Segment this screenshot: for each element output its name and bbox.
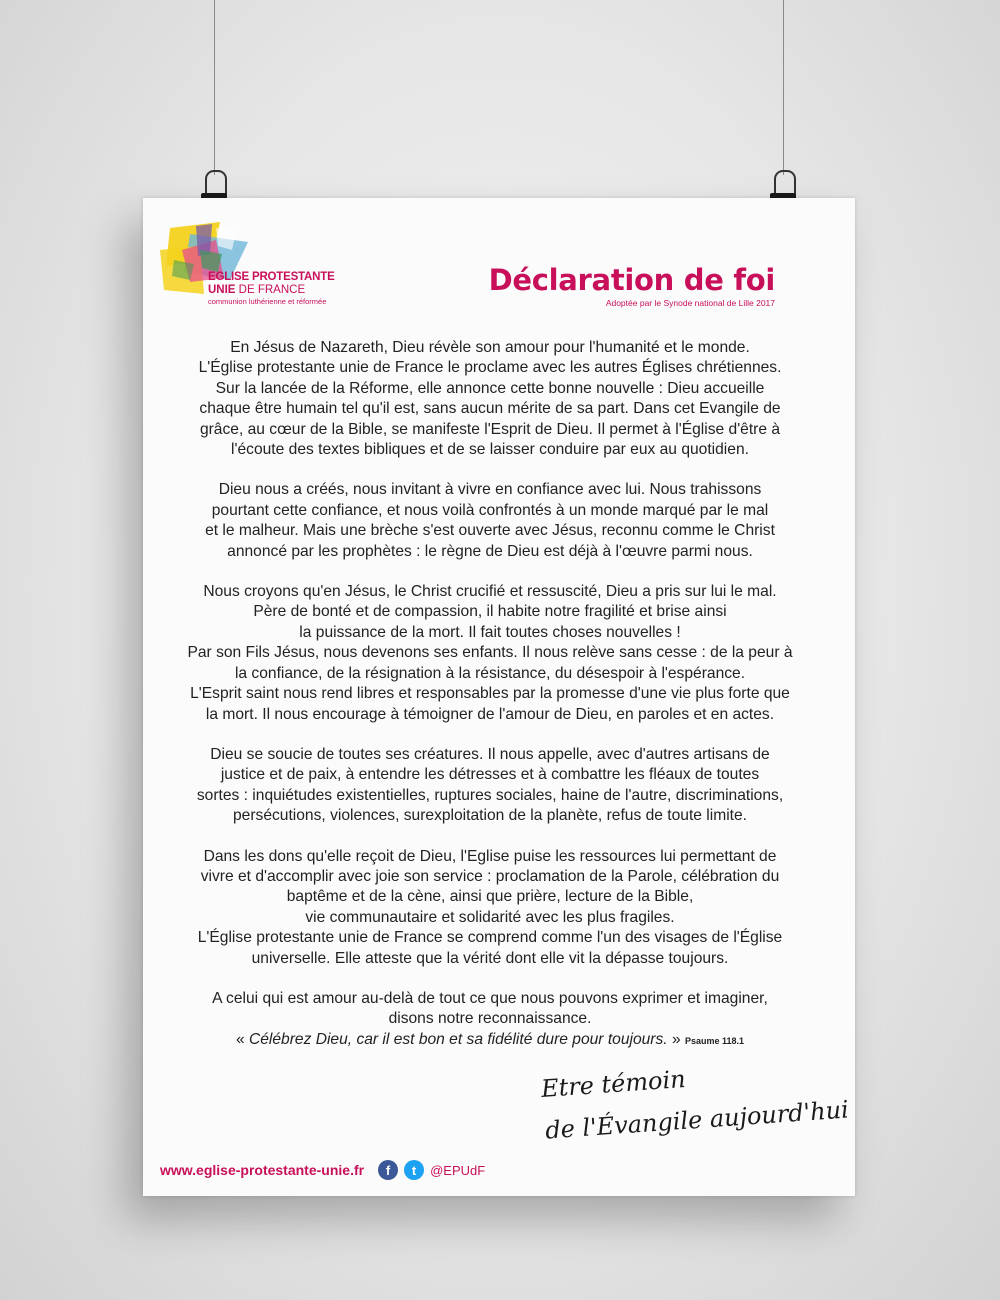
text-line: justice et de paix, à entendre les détresses et à combattre les fléaux de toutes <box>220 766 760 784</box>
quote-text: Célébrez Dieu, car il est bon et sa fidélité dure pour toujours. <box>248 1030 668 1048</box>
paragraph <box>157 847 823 969</box>
social-handle[interactable]: @EPUdF <box>430 1162 486 1178</box>
handwritten-tagline <box>523 1064 850 1156</box>
logo-name-line1: EGLISE PROTESTANTE <box>208 271 335 283</box>
poster <box>143 198 855 1196</box>
text-line: En Jésus de Nazareth, Dieu révèle son amour pour l'humanité et le monde. <box>230 339 750 356</box>
text-line: Dieu nous a créés, nous invitant à vivre en confiance avec lui. Nous trahissons <box>218 481 762 499</box>
text-line: disons notre reconnaissance. <box>388 1010 592 1028</box>
hanging-wire-left <box>214 0 215 175</box>
text-line: Par son Fils Jésus, nous devenons ses enfants. Il nous relève sans cesse : de la peur à <box>187 644 793 662</box>
text-line: A celui qui est amour au-delà de tout ce que nous pouvons exprimer et imaginer, <box>212 989 768 1007</box>
text-line: sortes : inquiétudes existentielles, ruptures sociales, haine de l'autre, discriminations, <box>196 786 784 804</box>
text-line: universelle. Elle atteste que la vérité dont elle vit la dépasse toujours. <box>251 949 729 967</box>
text-line: L'Église protestante unie de France le proclame avec les autres Églises chrétiennes. <box>198 359 782 377</box>
paragraph <box>157 745 823 827</box>
text-line: et le malheur. Mais une brèche s'est ouverte avec Jésus, reconnu comme le Christ <box>205 522 775 540</box>
text-line: vie communautaire et solidarité avec les plus fragiles. <box>305 908 675 926</box>
text-line: L'Église protestante unie de France se comprend comme l'un des visages de l'Église <box>197 929 783 947</box>
text-line: grâce, au cœur de la Bible, se manifeste l'Esprit de Dieu. Il permet à l'Église d'être à <box>199 420 781 438</box>
tagline-line1: Etre témoin <box>540 1064 687 1104</box>
page-subtitle: Adoptée par le Synode national de Lille 2017 <box>605 298 775 308</box>
text-line: l'écoute des textes bibliques et de se laisser conduire par eux au quotidien. <box>231 441 749 459</box>
text-line: la mort. Il nous encourage à témoigner de l'amour de Dieu, en paroles et en actes. <box>205 705 775 723</box>
text-line: baptême et de la cène, ainsi que prière, lecture de la Bible, <box>286 888 694 906</box>
text-line: annoncé par les prophètes : le règne de Dieu est déjà à l'œuvre parmi nous. <box>227 542 753 560</box>
declaration-text <box>157 338 823 1051</box>
paragraph <box>157 989 823 1030</box>
logo-name-line2: UNIE DE FRANCE <box>208 283 306 296</box>
paragraph <box>157 480 823 562</box>
paragraph <box>157 338 823 460</box>
hanging-wire-right <box>783 0 784 175</box>
text-line: pourtant cette confiance, et nous voilà confrontés à un monde marqué par le mal <box>211 501 769 519</box>
quote-line: « Célébrez Dieu, car il est bon et sa fidélité dure pour toujours. » Psaume 118.1 <box>235 1030 745 1048</box>
paragraph <box>157 582 823 725</box>
text-line: Sur la lancée de la Réforme, elle annonce cette bonne nouvelle : Dieu accueille <box>215 379 765 397</box>
text-line: Dans les dons qu'elle reçoit de Dieu, l'Eglise puise les ressources lui permettant de <box>203 847 777 865</box>
text-line: persécutions, violences, surexploitation de la planète, refus de toute limite. <box>232 807 748 825</box>
text-line: L'Esprit saint nous rend libres et responsables par la promesse d'une vie plus forte que <box>190 685 790 703</box>
footer <box>160 1160 485 1180</box>
text-line: Père de bonté et de compassion, il habite notre fragilité et brise ainsi <box>253 603 727 621</box>
church-logo <box>160 220 360 310</box>
twitter-icon[interactable]: t <box>404 1160 424 1180</box>
website-link[interactable]: www.eglise-protestante-unie.fr <box>160 1162 365 1178</box>
page-title: Déclaration de foi <box>488 263 775 297</box>
text-line: la puissance de la mort. Il fait toutes choses nouvelles ! <box>299 623 681 641</box>
header <box>488 263 775 308</box>
text-line: Nous croyons qu'en Jésus, le Christ crucifié et ressuscité, Dieu a pris sur lui le mal. <box>203 583 777 601</box>
text-line: Dieu se soucie de toutes ses créatures. Il nous appelle, avec d'autres artisans de <box>210 745 770 763</box>
logo-tagline: communion luthérienne et réformée <box>208 297 327 306</box>
text-line: chaque être humain tel qu'il est, sans aucun mérite de sa part. Dans cet Evangile de <box>199 400 781 418</box>
text-line: vivre et d'accomplir avec joie son service : proclamation de la Parole, célébration du <box>200 867 780 885</box>
facebook-icon[interactable]: f <box>378 1160 398 1180</box>
text-line: la confiance, de la résignation à la résistance, du désespoir à l'espérance. <box>234 664 746 682</box>
tagline-line2: de l'Évangile aujourd'hui <box>544 1095 850 1145</box>
quote-reference: Psaume 118.1 <box>684 1035 745 1046</box>
